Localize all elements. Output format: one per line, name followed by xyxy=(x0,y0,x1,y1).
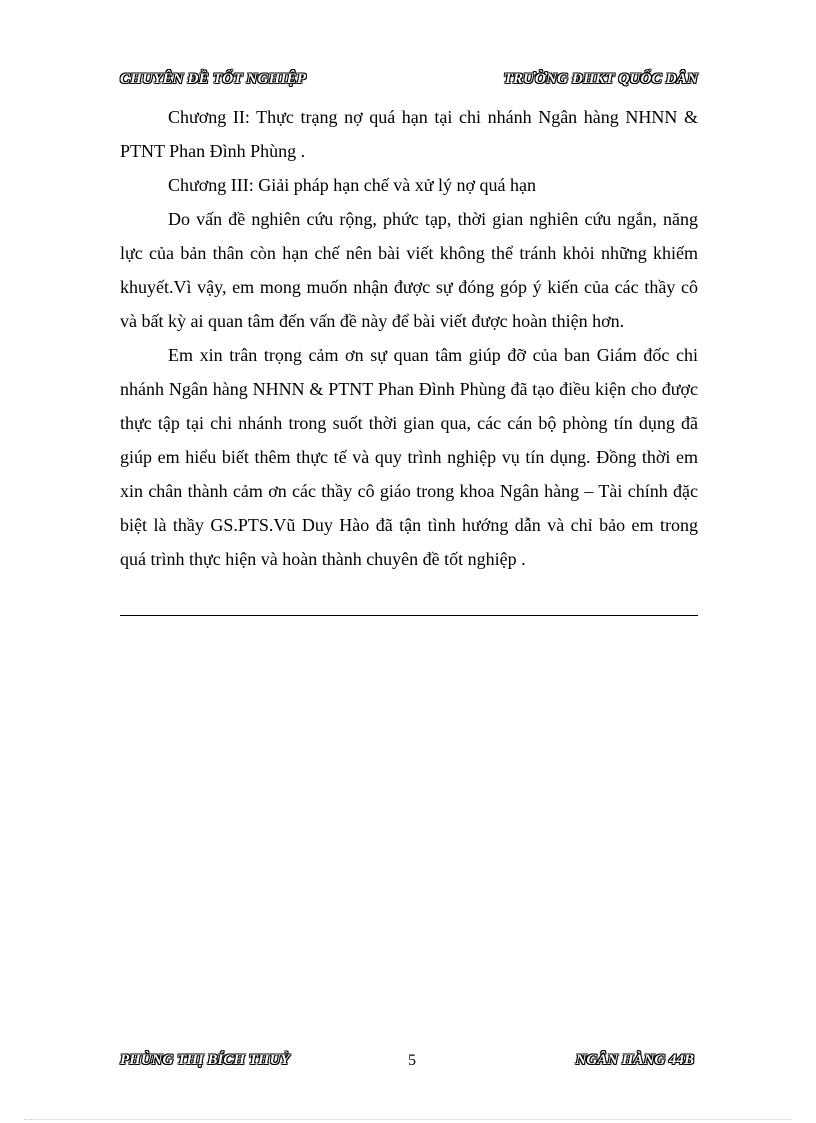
header-left-title: CHUYÊN ĐỀ TỐT NGHIỆP xyxy=(120,71,307,87)
horizontal-rule xyxy=(120,615,698,616)
paragraph-acknowledgements: Em xin trân trọng cảm ơn sự quan tâm giúp đỡ của ban Giám đốc chi nhánh Ngân hàng NHNN & PTNT Phan Đình Phùng đã tạo điều kiện cho được thực tập tại chi nhánh trong suốt thời gian qua, các cán bộ phòng tín dụng đã giúp em hiểu biết thêm thực tế và quy trình nghiệp vụ tín dụng. Đồng thời em xin chân thành cảm ơn các thầy cô giáo trong khoa Ngân hàng – Tài chính đặc biệt là thầy GS.PTS.Vũ Duy Hào đã tận tình hướng dẫn và chỉ bảo em trong quá trình thực hiện và hoàn thành chuyên đề tốt nghiệp . xyxy=(120,345,698,569)
page-bottom-border xyxy=(24,1119,792,1120)
document-body xyxy=(120,100,698,576)
paragraph-chapter-2: Chương II: Thực trạng nợ quá hạn tại chi nhánh Ngân hàng NHNN & PTNT Phan Đình Phùng . xyxy=(120,107,698,161)
page-number: 5 xyxy=(408,1052,416,1069)
footer-author: PHÙNG THỊ BÍCH THUỶ xyxy=(120,1052,290,1068)
page-footer xyxy=(120,1052,698,1076)
header-right-title: TRƯỜNG ĐHKT QUỐC DÂN xyxy=(503,71,698,87)
paragraph-chapter-3: Chương III: Giải pháp hạn chế và xử lý nợ quá hạn xyxy=(168,175,536,195)
page-header xyxy=(120,71,698,93)
paragraph-limitations: Do vấn đề nghiên cứu rộng, phức tạp, thời gian nghiên cứu ngắn, năng lực của bản thân còn hạn chế nên bài viết không thể tránh khỏi những khiếm khuyết.Vì vậy, em mong muốn nhận được sự đóng góp ý kiến của các thầy cô và bất kỳ ai quan tâm đến vấn đề này để bài viết được hoàn thiện hơn. xyxy=(120,209,698,331)
footer-class: NGÂN HÀNG 44B xyxy=(575,1052,694,1068)
